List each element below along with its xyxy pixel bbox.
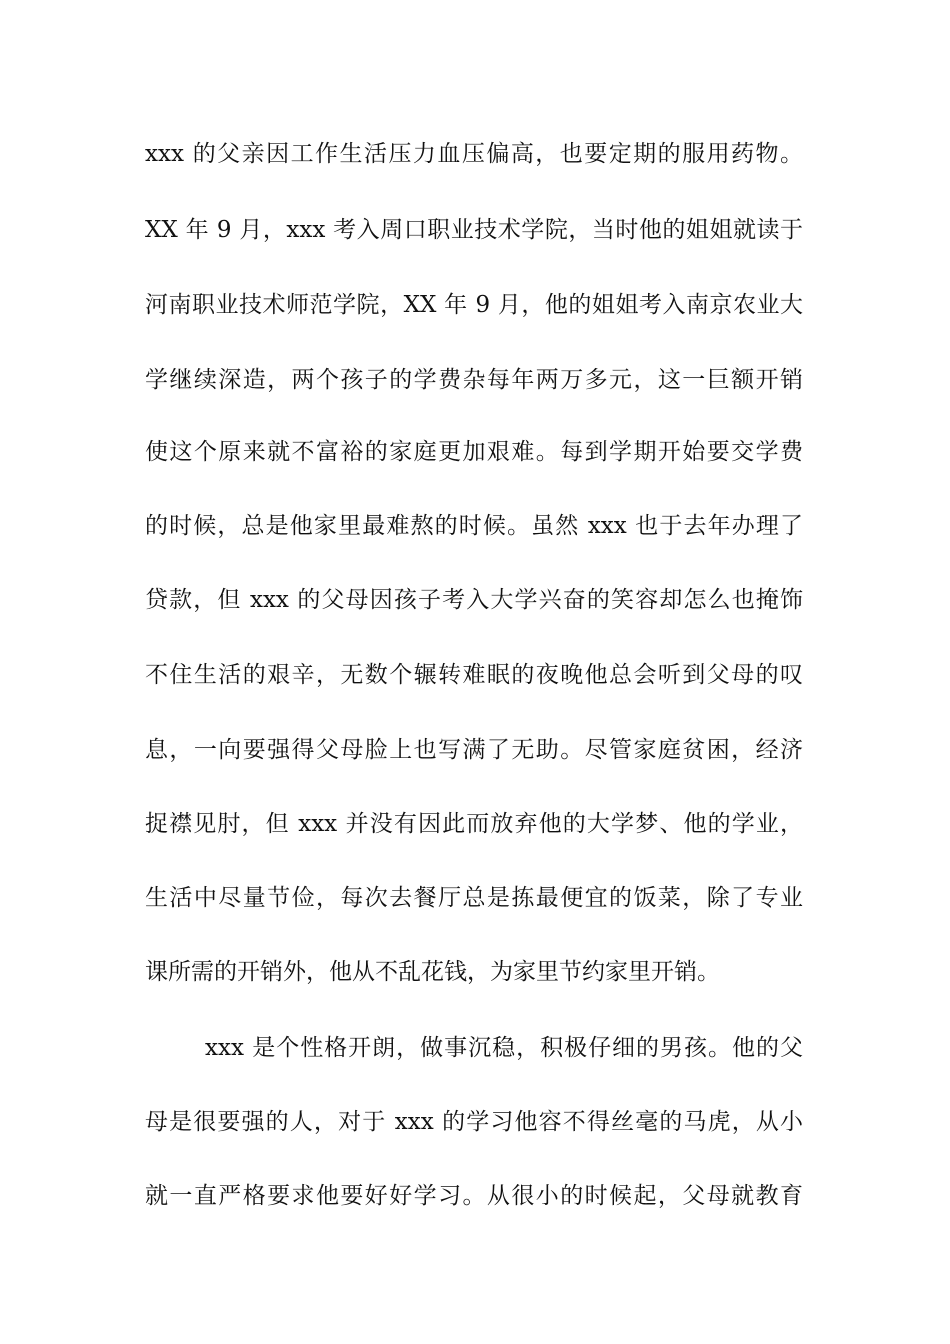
text-line-14: 母是很要强的人，对于 xxx 的学习他容不得丝毫的马虎，从小 [145, 1109, 803, 1135]
text-line-6: 的时候，总是他家里最难熬的时候。虽然 xxx 也于去年办理了 [145, 513, 803, 539]
text-line-15: 就一直严格要求他要好好学习。从很小的时候起，父母就教育 [145, 1183, 803, 1209]
text-line-2: XX 年 9 月，xxx 考入周口职业技术学院，当时他的姐姐就读于 [145, 217, 803, 243]
text-line-11: 生活中尽量节俭，每次去餐厅总是拣最便宜的饭菜，除了专业 [145, 885, 803, 911]
text-line-1: xxx 的父亲因工作生活压力血压偏高，也要定期的服用药物。 [145, 141, 803, 167]
text-line-12: 课所需的开销外，他从不乱花钱，为家里节约家里开销。 [145, 959, 720, 985]
text-line-3: 河南职业技术师范学院，XX 年 9 月，他的姐姐考入南京农业大 [145, 292, 803, 318]
text-line-5: 使这个原来就不富裕的家庭更加艰难。每到学期开始要交学费 [145, 439, 803, 465]
text-line-10: 捉襟见肘，但 xxx 并没有因此而放弃他的大学梦、他的学业， [145, 811, 803, 837]
text-line-4: 学继续深造，两个孩子的学费杂每年两万多元，这一巨额开销 [145, 367, 803, 393]
text-line-8: 不住生活的艰辛，无数个辗转难眠的夜晚他总会听到父母的叹 [145, 662, 803, 688]
text-line-9: 息，一向要强得父母脸上也写满了无助。尽管家庭贫困，经济 [145, 737, 803, 763]
paragraph-2-first-line: xxx 是个性格开朗，做事沉稳，积极仔细的男孩。他的父 [205, 1035, 803, 1061]
text-line-7: 贷款，但 xxx 的父母因孩子考入大学兴奋的笑容却怎么也掩饰 [145, 587, 803, 613]
